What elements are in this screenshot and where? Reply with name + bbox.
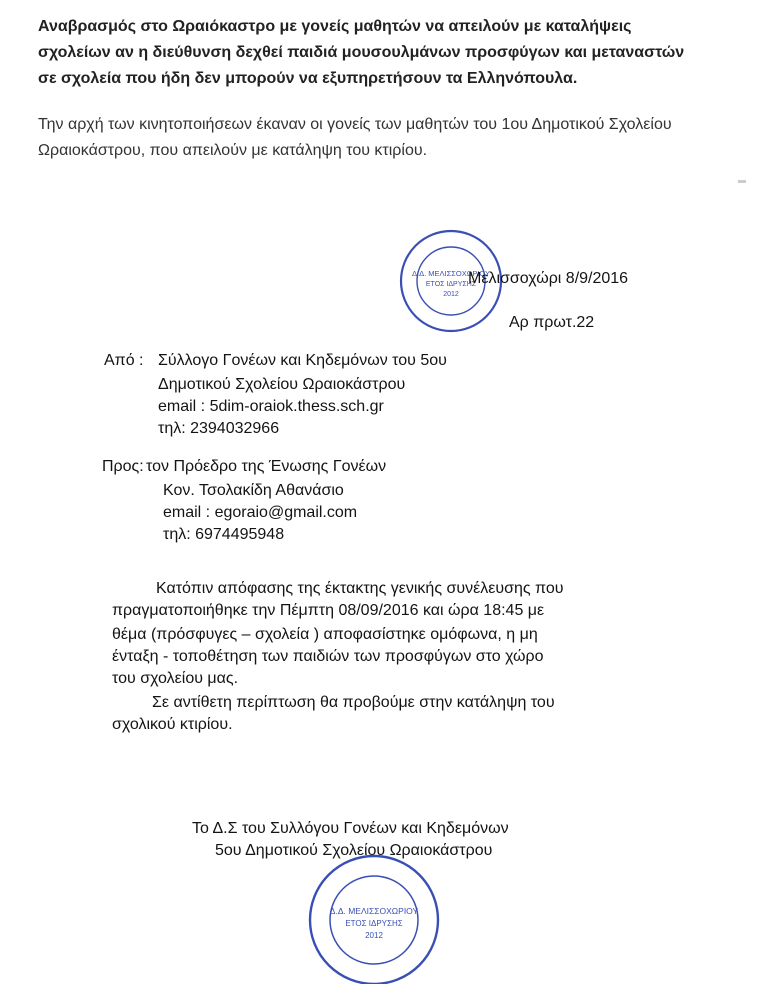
- to-recipient: τον Πρόεδρο της Ένωσης Γονέων: [146, 458, 387, 475]
- place-date: Μελισσοχώρι 8/9/2016: [468, 270, 629, 287]
- association-stamp-bottom: [304, 850, 444, 984]
- stamp-center-line: Δ.Δ. ΜΕΛΙΣΣΟΧΩΡΙΟΥ: [411, 269, 491, 278]
- stamp-center-line: 2012: [365, 931, 383, 940]
- signature-line: 5ου Δημοτικού Σχολείου Ωραιοκάστρου: [215, 842, 493, 859]
- headline-line: σε σχολεία που ήδη δεν μπορούν να εξυπηρετήσουν τα Ελληνόπουλα.: [38, 70, 578, 87]
- stamp-center-line: ΕΤΟΣ ΙΔΡΥΣΗΣ: [425, 281, 477, 288]
- headline-line: σχολείων αν η διεύθυνση δεχθεί παιδιά μουσουλμάνων προσφύγων και μεταναστών: [38, 44, 685, 61]
- body-line: ένταξη - τοποθέτηση των παιδιών των προσφύγων στο χώρο: [112, 648, 544, 665]
- stamp-center-line: Δ.Δ. ΜΕΛΙΣΣΟΧΩΡΙΟΥ: [329, 906, 419, 916]
- from-organization: Δημοτικού Σχολείου Ωραιοκάστρου: [158, 376, 406, 393]
- from-organization: Σύλλογο Γονέων και Κηδεμόνων του 5ου: [158, 352, 447, 369]
- from-email: email : 5dim-oraiok.thess.sch.gr: [158, 398, 384, 415]
- body-line: Σε αντίθετη περίπτωση θα προβούμε στην κατάληψη του: [152, 694, 555, 711]
- intro-line: Την αρχή των κινητοποιήσεων έκαναν οι γονείς των μαθητών του 1ου Δημοτικού Σχολείου: [38, 116, 672, 133]
- body-line: θέμα (πρόσφυγες – σχολεία ) αποφασίστηκε ομόφωνα, η μη: [112, 626, 538, 643]
- article-headline: [38, 14, 748, 92]
- stamp-center-line: 2012: [443, 291, 459, 298]
- headline-line: Αναβρασμός στο Ωραιόκαστρο με γονείς μαθητών να απειλούν με καταλήψεις: [38, 18, 632, 35]
- body-line: σχολικού κτιρίου.: [112, 716, 233, 733]
- to-email: email : egoraio@gmail.com: [163, 504, 358, 521]
- scanned-letter: [0, 180, 774, 984]
- from-phone: τηλ: 2394032966: [158, 420, 280, 437]
- body-line: πραγματοποιήθηκε την Πέμπτη 08/09/2016 και ώρα 18:45 με: [112, 602, 545, 619]
- intro-line: Ωραιοκάστρου, που απειλούν με κατάληψη του κτιρίου.: [38, 142, 428, 159]
- article-intro: [38, 112, 758, 164]
- from-label: Από :: [104, 352, 144, 369]
- to-label: Προς:: [102, 458, 144, 475]
- stamp-center-line: ΕΤΟΣ ΙΔΡΥΣΗΣ: [345, 919, 403, 928]
- to-recipient: Κον. Τσολακίδη Αθανάσιο: [163, 482, 344, 499]
- signature-line: Το Δ.Σ του Συλλόγου Γονέων και Κηδεμόνων: [192, 820, 509, 837]
- to-phone: τηλ: 6974495948: [163, 526, 285, 543]
- protocol-number: Αρ πρωτ.22: [509, 314, 595, 331]
- body-line: Κατόπιν απόφασης της έκτακτης γενικής συνέλευσης που: [156, 580, 564, 597]
- body-line: του σχολείου μας.: [112, 670, 239, 687]
